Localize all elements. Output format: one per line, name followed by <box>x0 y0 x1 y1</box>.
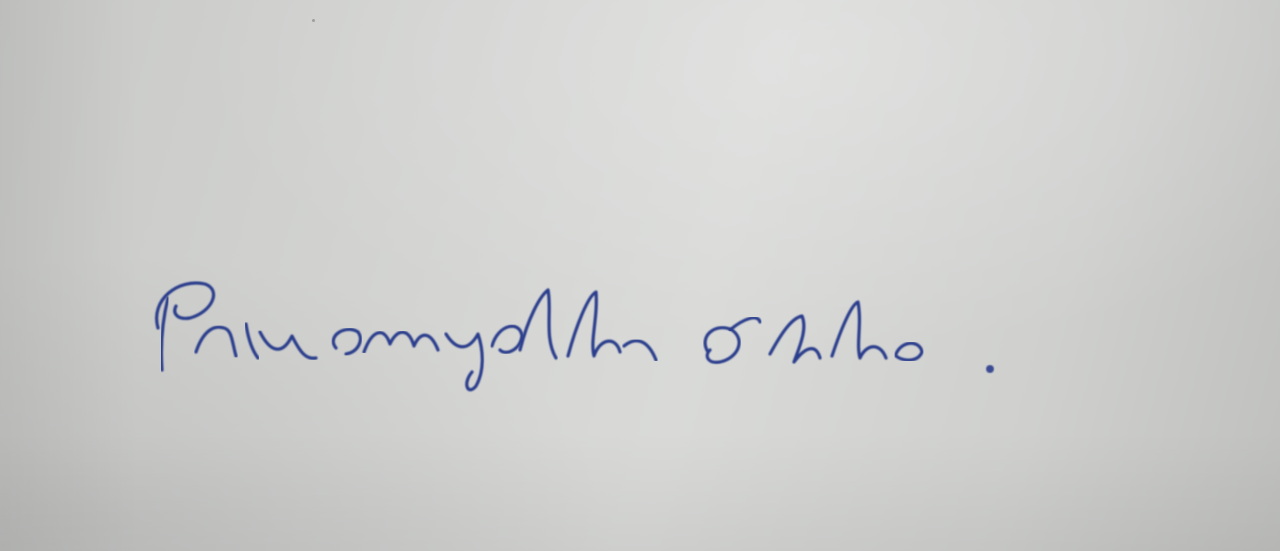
signature-first-name <box>157 283 656 390</box>
signature-last-name <box>705 302 994 373</box>
